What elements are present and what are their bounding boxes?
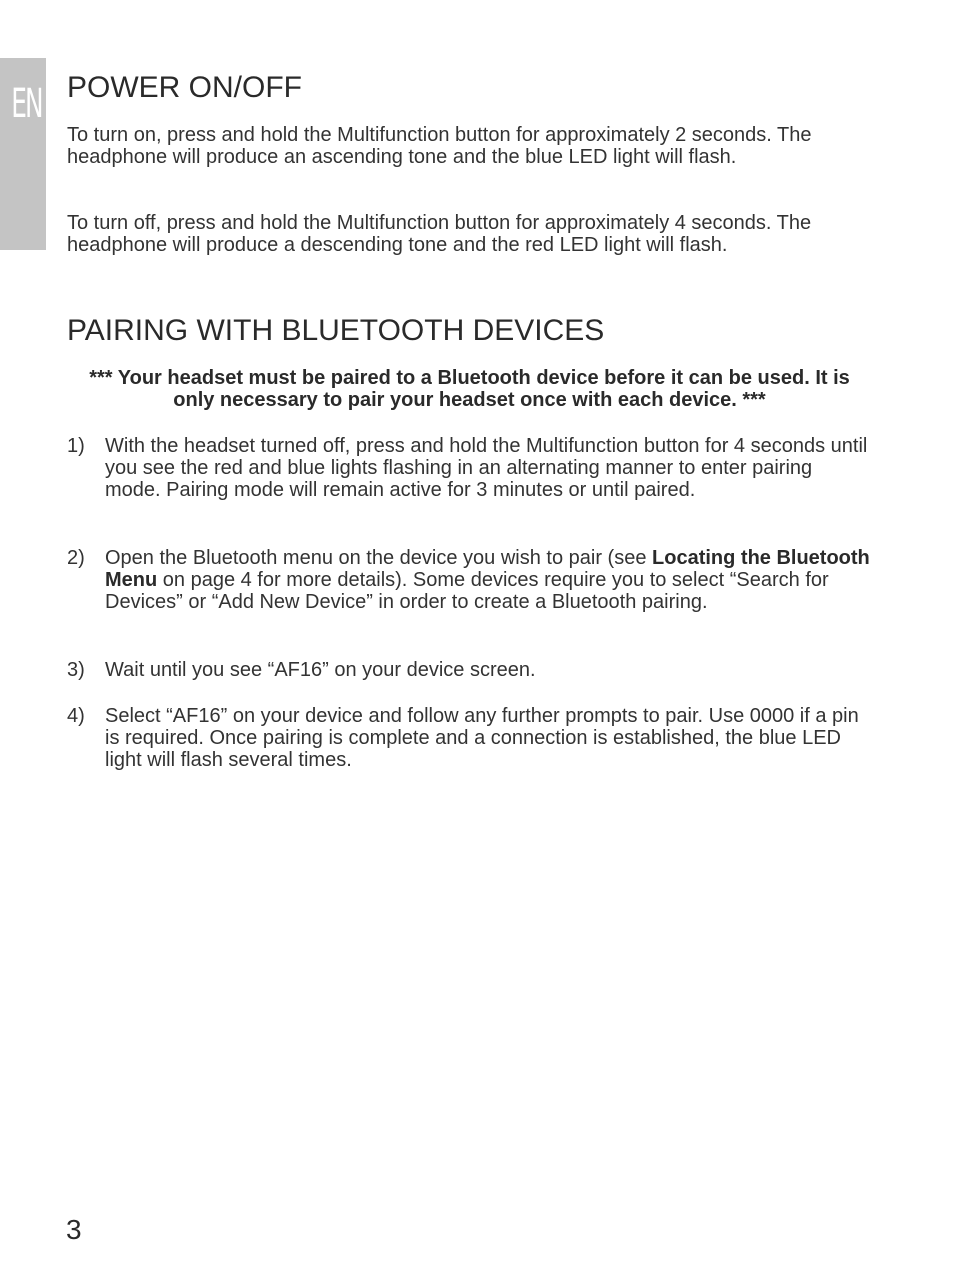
power-off-paragraph: To turn off, press and hold the Multifunction button for approximately 4 seconds. The headphone will produce a descending tone and the red LED light will flash. <box>67 212 812 256</box>
pairing-note: *** Your headset must be paired to a Bluetooth device before it can be used. It is only necessary to pair your headset once with each device. *** <box>89 367 850 411</box>
step-text: With the headset turned off, press and hold the Multifunction button for 4 seconds until you see the red and blue lights flashing in an alternating manner to enter pairing mode. Pairing mode will remain active for 3 minutes or until paired. <box>105 435 868 501</box>
pairing-step-3 <box>67 659 872 681</box>
language-tab-label: EN <box>11 81 42 127</box>
step-text: Wait until you see “AF16” on your device screen. <box>105 659 536 681</box>
power-heading: POWER ON/OFF <box>67 71 302 104</box>
pairing-step-4 <box>67 705 872 771</box>
language-tab <box>0 58 46 250</box>
power-on-paragraph: To turn on, press and hold the Multifunction button for approximately 2 seconds. The headphone will produce an ascending tone and the blue LED light will flash. <box>67 124 812 168</box>
step-text-after: on page 4 for more details). Some devices require you to select “Search for Devices” or “Add New Device” in order to create a Bluetooth pairing. <box>105 569 829 613</box>
step-number: 3) <box>67 659 85 681</box>
pairing-step-1 <box>67 435 872 501</box>
page-number: 3 <box>66 1214 82 1245</box>
pairing-step-2 <box>67 547 872 613</box>
step-text <box>105 547 872 613</box>
bluetooth-menu-reference: Locating the Bluetooth Menu <box>105 547 870 591</box>
step-number: 1) <box>67 435 85 457</box>
step-text: Select “AF16” on your device and follow any further prompts to pair. Use 0000 if a pin is required. Once pairing is complete and a connection is established, the blue LED light will flash several times. <box>105 705 859 771</box>
step-text-before: Open the Bluetooth menu on the device you wish to pair (see <box>105 547 653 569</box>
step-number: 4) <box>67 705 85 727</box>
pairing-heading: PAIRING WITH BLUETOOTH DEVICES <box>67 314 605 347</box>
step-number: 2) <box>67 547 85 569</box>
